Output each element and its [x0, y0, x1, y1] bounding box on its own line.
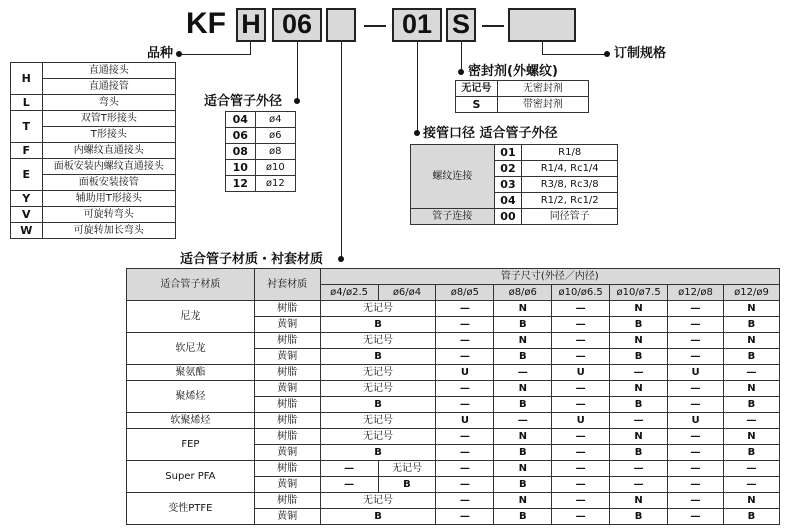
size-cell-merged: 无记号 [320, 413, 436, 429]
size-cell-merged: 无记号 [320, 429, 436, 445]
size-cell: B [723, 445, 779, 461]
size-cell: — [668, 381, 724, 397]
size-cell: — [668, 509, 724, 525]
table-row [127, 333, 780, 349]
size-cell: — [668, 397, 724, 413]
size-cell-merged: 无记号 [320, 493, 436, 509]
sleeve-cell: 黄铜 [254, 317, 320, 333]
code-dash-2 [482, 25, 504, 27]
leader-port-dot [414, 130, 420, 136]
table-row [411, 209, 618, 225]
matrix-col-sleeve: 衬套材质 [254, 269, 320, 301]
size-cell: — [436, 301, 494, 317]
size-cell: N [494, 461, 552, 477]
size-cell: — [668, 349, 724, 365]
seal-value: 带密封剂 [497, 97, 588, 113]
size-cell: N [610, 301, 668, 317]
size-cell: — [436, 429, 494, 445]
table-row [226, 176, 296, 192]
size-cell: — [552, 349, 610, 365]
size-cell: U [668, 365, 724, 381]
size-cell: N [610, 429, 668, 445]
kind-name: 可旋转弯头 [42, 207, 175, 223]
size-header: ø12/ø9 [723, 285, 779, 301]
size-cell: — [668, 445, 724, 461]
size-cell: — [436, 509, 494, 525]
size-cell: N [723, 429, 779, 445]
size-cell: N [610, 493, 668, 509]
kind-name: T形接头 [42, 127, 175, 143]
table-row [11, 223, 176, 239]
size-cell: N [494, 381, 552, 397]
kind-name: 内螺纹直通接头 [42, 143, 175, 159]
size-cell: — [552, 509, 610, 525]
table-row [456, 81, 589, 97]
material-cell: 软尼龙 [127, 333, 255, 365]
port-code: 02 [494, 161, 522, 177]
size-cell: — [723, 365, 779, 381]
table-row [11, 191, 176, 207]
kind-code: L [11, 95, 43, 111]
leader-custom-h [542, 54, 606, 55]
size-cell: — [552, 381, 610, 397]
table-row [127, 461, 780, 477]
sleeve-cell: 黄铜 [254, 445, 320, 461]
leader-kind-dot [176, 51, 182, 57]
table-row [226, 112, 296, 128]
port-value: R1/4, Rc1/4 [522, 161, 618, 177]
table-row [127, 429, 780, 445]
size-cell: — [668, 493, 724, 509]
kind-name: 面板安装接管 [42, 175, 175, 191]
od-value: ø4 [255, 112, 295, 128]
size-cell-merged: 无记号 [320, 301, 436, 317]
material-cell: 软聚烯烃 [127, 413, 255, 429]
matrix-col-size: 管子尺寸(外径／内径) [320, 269, 779, 285]
size-header: ø8/ø5 [436, 285, 494, 301]
size-cell: — [668, 477, 724, 493]
material-cell: FEP [127, 429, 255, 461]
table-row [11, 63, 176, 79]
size-cell: B [494, 477, 552, 493]
size-cell: — [552, 493, 610, 509]
size-cell: N [723, 381, 779, 397]
label-od: 适合管子外径 [204, 94, 283, 109]
size-cell: N [610, 381, 668, 397]
matrix-body [127, 301, 780, 525]
port-value: R1/2, Rc1/2 [522, 193, 618, 209]
kind-table [10, 62, 176, 239]
size-cell-merged: B [320, 397, 436, 413]
size-cell: — [552, 301, 610, 317]
label-seal: 密封剂(外螺纹) [468, 64, 558, 79]
code-box-material [326, 8, 356, 42]
od-code: 04 [226, 112, 256, 128]
size-cell: — [668, 301, 724, 317]
size-cell: U [436, 413, 494, 429]
label-port: 接管口径 适合管子外径 [423, 126, 558, 141]
table-row [226, 128, 296, 144]
od-code: 10 [226, 160, 256, 176]
table-row [127, 381, 780, 397]
size-cell: 无记号 [378, 461, 436, 477]
size-cell: — [320, 461, 378, 477]
port-value: 同径管子 [522, 209, 618, 225]
size-cell: N [723, 333, 779, 349]
port-tube-label: 管子连接 [411, 209, 495, 225]
size-cell: — [436, 349, 494, 365]
leader-seal-dot [458, 69, 464, 75]
kind-name: 面板安装内螺纹直通接头 [42, 159, 175, 175]
material-cell: 变性PTFE [127, 493, 255, 525]
table-row [11, 159, 176, 175]
material-cell: 尼龙 [127, 301, 255, 333]
od-code: 06 [226, 128, 256, 144]
od-code: 12 [226, 176, 256, 192]
size-cell: B [494, 397, 552, 413]
matrix-header-row [127, 269, 780, 285]
sleeve-cell: 黄铜 [254, 349, 320, 365]
leader-od-v [297, 42, 298, 102]
size-cell: — [494, 413, 552, 429]
code-box-kind: H [236, 8, 266, 42]
od-value: ø12 [255, 176, 295, 192]
size-cell: B [494, 349, 552, 365]
size-cell: — [723, 461, 779, 477]
size-cell-merged: B [320, 509, 436, 525]
size-cell: B [494, 317, 552, 333]
sleeve-cell: 树脂 [254, 397, 320, 413]
port-value: R1/8 [522, 145, 618, 161]
size-header: ø4/ø2.5 [320, 285, 378, 301]
size-cell: B [610, 349, 668, 365]
sleeve-cell: 黄铜 [254, 477, 320, 493]
kind-name: 直通接管 [42, 79, 175, 95]
sleeve-cell: 黄铜 [254, 381, 320, 397]
size-header: ø10/ø6.5 [552, 285, 610, 301]
seal-table [455, 80, 589, 113]
kind-code: H [11, 63, 43, 95]
label-material: 适合管子材质・衬套材质 [180, 252, 324, 267]
size-header: ø8/ø6 [494, 285, 552, 301]
size-cell: B [723, 317, 779, 333]
size-cell: — [552, 317, 610, 333]
sleeve-cell: 黄铜 [254, 509, 320, 525]
od-table [225, 111, 296, 192]
size-cell: — [436, 445, 494, 461]
size-cell-merged: B [320, 349, 436, 365]
port-code: 01 [494, 145, 522, 161]
size-cell: N [723, 301, 779, 317]
size-header: ø10/ø7.5 [610, 285, 668, 301]
size-cell: — [552, 397, 610, 413]
size-cell: U [436, 365, 494, 381]
model-prefix: KF [186, 7, 226, 40]
size-cell: U [552, 365, 610, 381]
table-row [11, 95, 176, 111]
kind-code: E [11, 159, 43, 191]
kind-name: 可旋转加长弯头 [42, 223, 175, 239]
material-matrix [126, 268, 780, 525]
sleeve-cell: 树脂 [254, 461, 320, 477]
size-cell: — [552, 461, 610, 477]
kind-code: Y [11, 191, 43, 207]
size-cell: B [723, 509, 779, 525]
sleeve-cell: 树脂 [254, 333, 320, 349]
seal-code: S [456, 97, 498, 113]
code-box-port: 01 [392, 8, 442, 42]
material-cell: 聚氨酯 [127, 365, 255, 381]
size-cell: N [494, 301, 552, 317]
size-cell: — [320, 477, 378, 493]
size-cell: — [436, 381, 494, 397]
label-kind: 品种 [147, 46, 174, 61]
size-cell: — [668, 429, 724, 445]
sleeve-cell: 树脂 [254, 429, 320, 445]
size-header: ø6/ø4 [378, 285, 436, 301]
leader-material-v [341, 42, 342, 261]
size-header: ø12/ø8 [668, 285, 724, 301]
size-cell: — [494, 365, 552, 381]
size-cell: — [723, 477, 779, 493]
size-cell-merged: B [320, 445, 436, 461]
seal-code: 无记号 [456, 81, 498, 97]
code-box-od: 06 [272, 8, 322, 42]
od-code: 08 [226, 144, 256, 160]
leader-material-dot [338, 256, 344, 262]
table-row [11, 111, 176, 127]
port-table [410, 144, 618, 225]
table-row [411, 145, 618, 161]
size-cell: B [610, 445, 668, 461]
od-value: ø10 [255, 160, 295, 176]
size-cell: — [552, 333, 610, 349]
kind-code: V [11, 207, 43, 223]
size-cell: B [610, 397, 668, 413]
kind-code: T [11, 111, 43, 143]
code-box-custom [508, 8, 576, 42]
size-cell: — [552, 477, 610, 493]
sleeve-cell: 树脂 [254, 413, 320, 429]
kind-name: 直通接头 [42, 63, 175, 79]
matrix-col-material: 适合管子材质 [127, 269, 255, 301]
sleeve-cell: 树脂 [254, 301, 320, 317]
size-cell: — [552, 429, 610, 445]
size-cell: — [610, 477, 668, 493]
size-cell-merged: 无记号 [320, 333, 436, 349]
size-cell-merged: 无记号 [320, 381, 436, 397]
kind-code: F [11, 143, 43, 159]
size-cell: B [378, 477, 436, 493]
size-cell: — [436, 477, 494, 493]
size-cell: B [610, 509, 668, 525]
size-cell: N [494, 493, 552, 509]
size-cell: — [552, 445, 610, 461]
table-row [127, 413, 780, 429]
size-cell: — [610, 461, 668, 477]
table-row [226, 144, 296, 160]
size-cell: — [436, 317, 494, 333]
sleeve-cell: 树脂 [254, 493, 320, 509]
size-cell: N [610, 333, 668, 349]
sleeve-cell: 树脂 [254, 365, 320, 381]
port-code: 03 [494, 177, 522, 193]
port-code: 04 [494, 193, 522, 209]
size-cell-merged: 无记号 [320, 365, 436, 381]
label-custom: 订制规格 [614, 46, 667, 61]
size-cell: B [494, 445, 552, 461]
kind-code: W [11, 223, 43, 239]
leader-port-v [417, 42, 418, 134]
seal-value: 无密封剂 [497, 81, 588, 97]
kind-name: 弯头 [42, 95, 175, 111]
size-cell: U [668, 413, 724, 429]
leader-kind-h [180, 54, 251, 55]
size-cell: — [610, 413, 668, 429]
kind-name: 辅助用T形接头 [42, 191, 175, 207]
size-cell-merged: B [320, 317, 436, 333]
table-row [127, 365, 780, 381]
size-cell: B [494, 509, 552, 525]
size-cell: — [668, 333, 724, 349]
table-row [11, 143, 176, 159]
size-cell: N [494, 429, 552, 445]
leader-custom-dot [604, 51, 610, 57]
size-cell: — [668, 461, 724, 477]
size-cell: — [436, 333, 494, 349]
size-cell: — [436, 461, 494, 477]
code-box-seal: S [446, 8, 476, 42]
table-row [127, 301, 780, 317]
size-cell: B [610, 317, 668, 333]
leader-od-dot [294, 98, 300, 104]
port-code: 00 [494, 209, 522, 225]
size-cell: N [723, 493, 779, 509]
size-cell: — [668, 317, 724, 333]
size-cell: — [436, 397, 494, 413]
port-value: R3/8, Rc3/8 [522, 177, 618, 193]
size-cell: — [436, 493, 494, 509]
table-row [11, 207, 176, 223]
size-cell: N [494, 333, 552, 349]
size-cell: — [610, 365, 668, 381]
kind-name: 双管T形接头 [42, 111, 175, 127]
size-cell: — [723, 413, 779, 429]
size-cell: B [723, 397, 779, 413]
table-row [226, 160, 296, 176]
table-row [456, 97, 589, 113]
table-row [127, 493, 780, 509]
od-value: ø6 [255, 128, 295, 144]
size-cell: U [552, 413, 610, 429]
code-dash-1 [364, 25, 386, 27]
size-cell: B [723, 349, 779, 365]
material-cell: 聚烯烃 [127, 381, 255, 413]
od-value: ø8 [255, 144, 295, 160]
port-thread-label: 螺纹连接 [411, 145, 495, 209]
material-cell: Super PFA [127, 461, 255, 493]
